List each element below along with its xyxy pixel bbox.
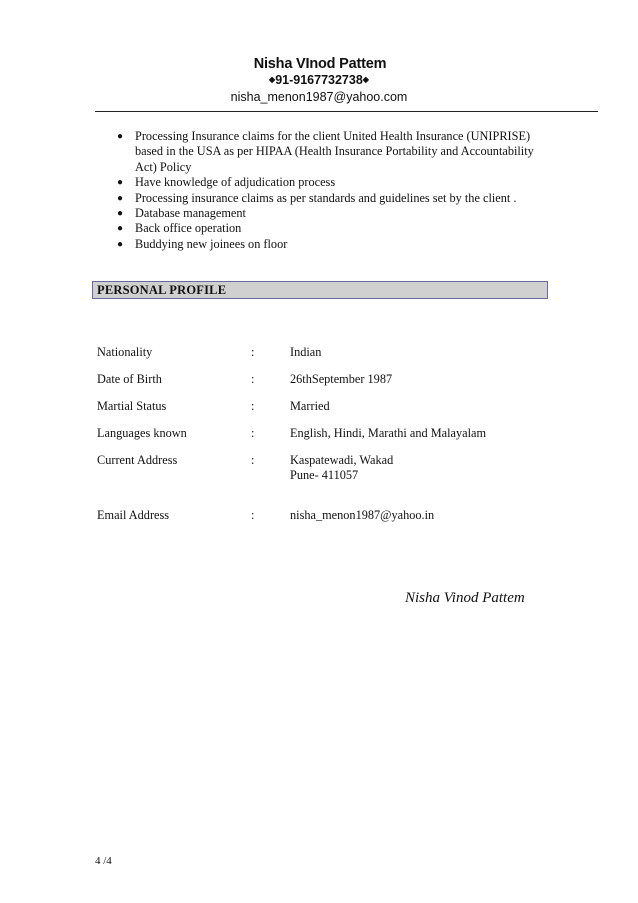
header-divider [95, 111, 598, 112]
field-value: English, Hindi, Marathi and Malayalam [290, 426, 487, 440]
field-separator: : [251, 453, 255, 467]
field-value: Kaspatewadi, Wakad Pune- 411057 [290, 453, 394, 482]
phone-number: 91-9167732738 [275, 73, 363, 87]
bullet-icon: ● [117, 223, 124, 235]
field-value: Indian [290, 345, 322, 359]
responsibilities-list [117, 129, 577, 252]
field-separator: : [251, 399, 255, 413]
field-label: Nationality [97, 345, 153, 359]
bullet-icon: ● [117, 177, 124, 189]
section-header [92, 281, 548, 299]
field-label: Languages known [97, 426, 187, 440]
field-value: Married [290, 399, 330, 413]
signature: Nisha Vinod Pattem [405, 590, 525, 606]
list-item: ● Processing Insurance claims for the client United Health Insurance (UNIPRISE) based in the USA as per HIPAA (Health Insurance Portability and Accountability Act) Policy [117, 129, 534, 174]
field-label: Email Address [97, 508, 170, 522]
field-value: 26thSeptember 1987 [290, 372, 393, 386]
list-item: ● Database management [117, 206, 246, 221]
list-item: ● Processing insurance claims as per standards and guidelines set by the client . [117, 190, 517, 205]
candidate-name: Nisha VInod Pattem [253, 56, 387, 72]
bullet-icon: ● [117, 131, 124, 142]
phone-line [0, 73, 638, 87]
bullet-icon: ● [117, 192, 124, 204]
field-separator: : [251, 508, 255, 522]
field-separator: : [251, 345, 255, 359]
header-email: nisha_menon1987@yahoo.com [230, 90, 408, 104]
diamond-icon: ◆ [269, 75, 276, 84]
field-separator: : [251, 426, 255, 440]
list-item: ● Back office operation [117, 221, 242, 236]
field-label: Martial Status [97, 399, 167, 413]
section-title: PERSONAL PROFILE [97, 283, 227, 297]
field-label: Date of Birth [97, 372, 162, 386]
field-label: Current Address [97, 453, 178, 467]
field-separator: : [251, 372, 255, 386]
bullet-icon: ● [117, 208, 124, 220]
field-value: nisha_menon1987@yahoo.in [290, 508, 435, 522]
page-number: 4 /4 [95, 855, 112, 867]
diamond-icon: ◆ [362, 75, 369, 84]
list-item: ● Buddying new joinees on floor [117, 236, 288, 251]
bullet-icon: ● [117, 238, 124, 250]
list-item: ● Have knowledge of adjudication process [117, 175, 336, 190]
